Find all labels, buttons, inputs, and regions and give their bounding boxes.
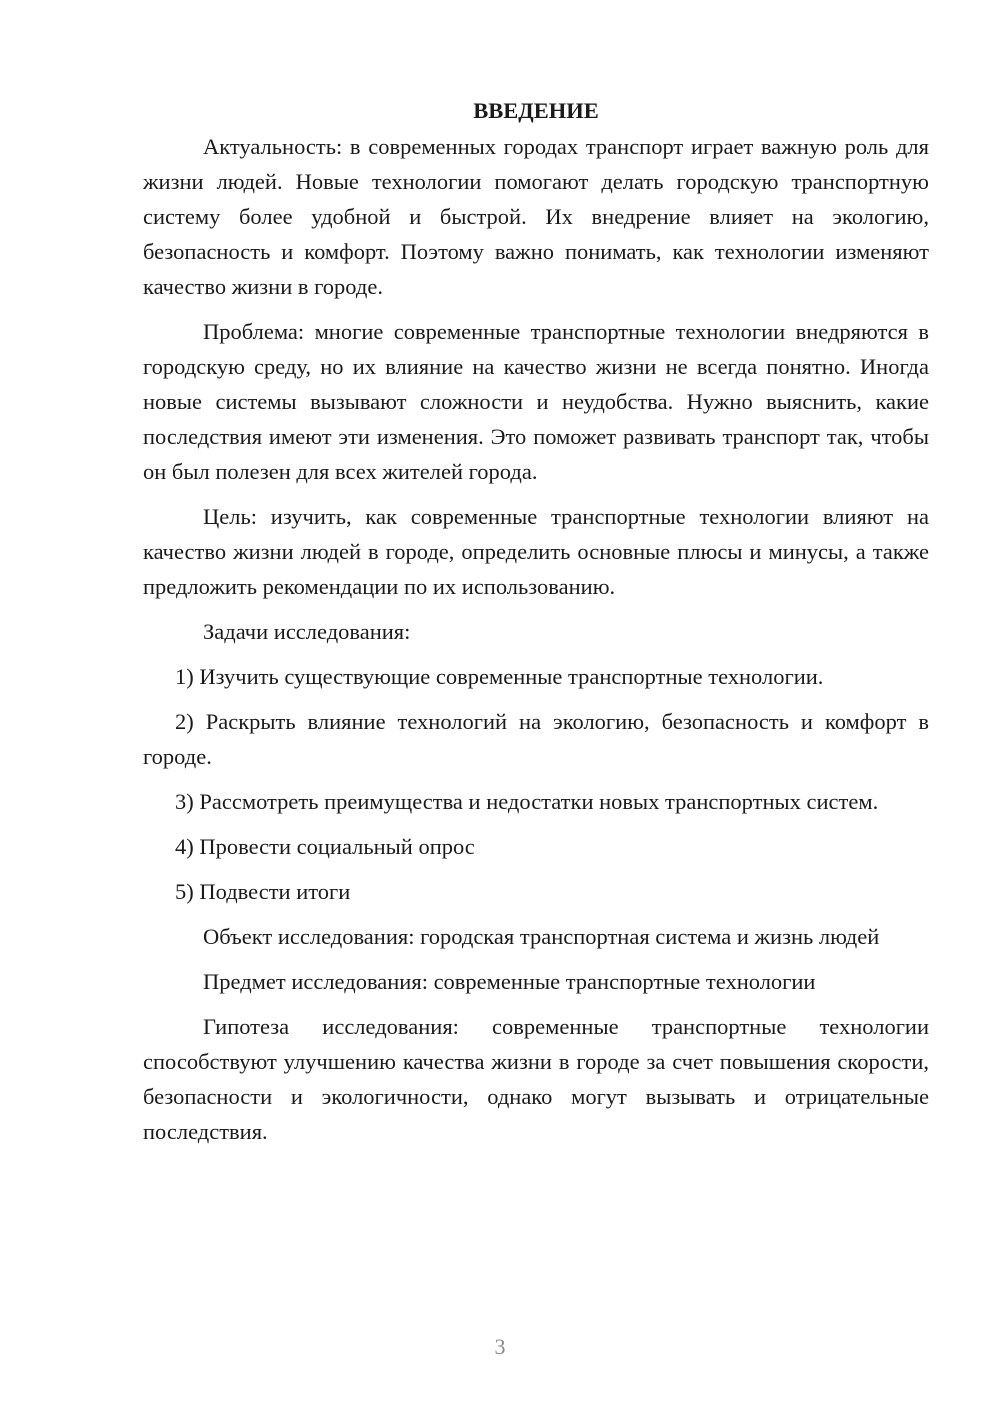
task-item: 4) Провести социальный опрос: [175, 834, 475, 859]
task-item: 2) Раскрыть влияние технологий на экологию, безопасность и комфорт в городе.: [143, 709, 929, 769]
document-page: [143, 93, 929, 1159]
document-title: ВВЕДЕНИЕ: [473, 98, 599, 123]
paragraph-tasks-heading: Задачи исследования:: [203, 619, 411, 644]
paragraph-relevance: Актуальность: в современных городах транспорт играет важную роль для жизни людей. Новые технологии помогают делать городскую транспортную систему более удобной и быстрой. Их внедрение влияет на экологию, безопасность и комфорт. Поэтому важно понимать, как технологии изменяют качество жизни в городе.: [143, 134, 929, 299]
task-item: 5) Подвести итоги: [175, 879, 351, 904]
task-item: 1) Изучить существующие современные транспортные технологии.: [175, 664, 824, 689]
paragraph-hypothesis: Гипотеза исследования: современные транспортные технологии способствуют улучшению качества жизни в городе за счет повышения скорости, безопасности и экологичности, однако могут вызывать и отрицательные последствия.: [143, 1014, 929, 1144]
page-number: 3: [494, 1334, 506, 1359]
task-item: 3) Рассмотреть преимущества и недостатки новых транспортных систем.: [175, 789, 879, 814]
paragraph-object: Объект исследования: городская транспортная система и жизнь людей: [203, 924, 880, 949]
paragraph-subject: Предмет исследования: современные транспортные технологии: [203, 969, 816, 994]
paragraph-goal: Цель: изучить, как современные транспортные технологии влияют на качество жизни людей в городе, определить основные плюсы и минусы, а также предложить рекомендации по их использованию.: [143, 504, 929, 599]
paragraph-problem: Проблема: многие современные транспортные технологии внедряются в городскую среду, но их влияние на качество жизни не всегда понятно. Иногда новые системы вызывают сложности и неудобства. Нужно выяснить, какие последствия имеют эти изменения. Это поможет развивать транспорт так, чтобы он был полезен для всех жителей города.: [143, 319, 929, 484]
